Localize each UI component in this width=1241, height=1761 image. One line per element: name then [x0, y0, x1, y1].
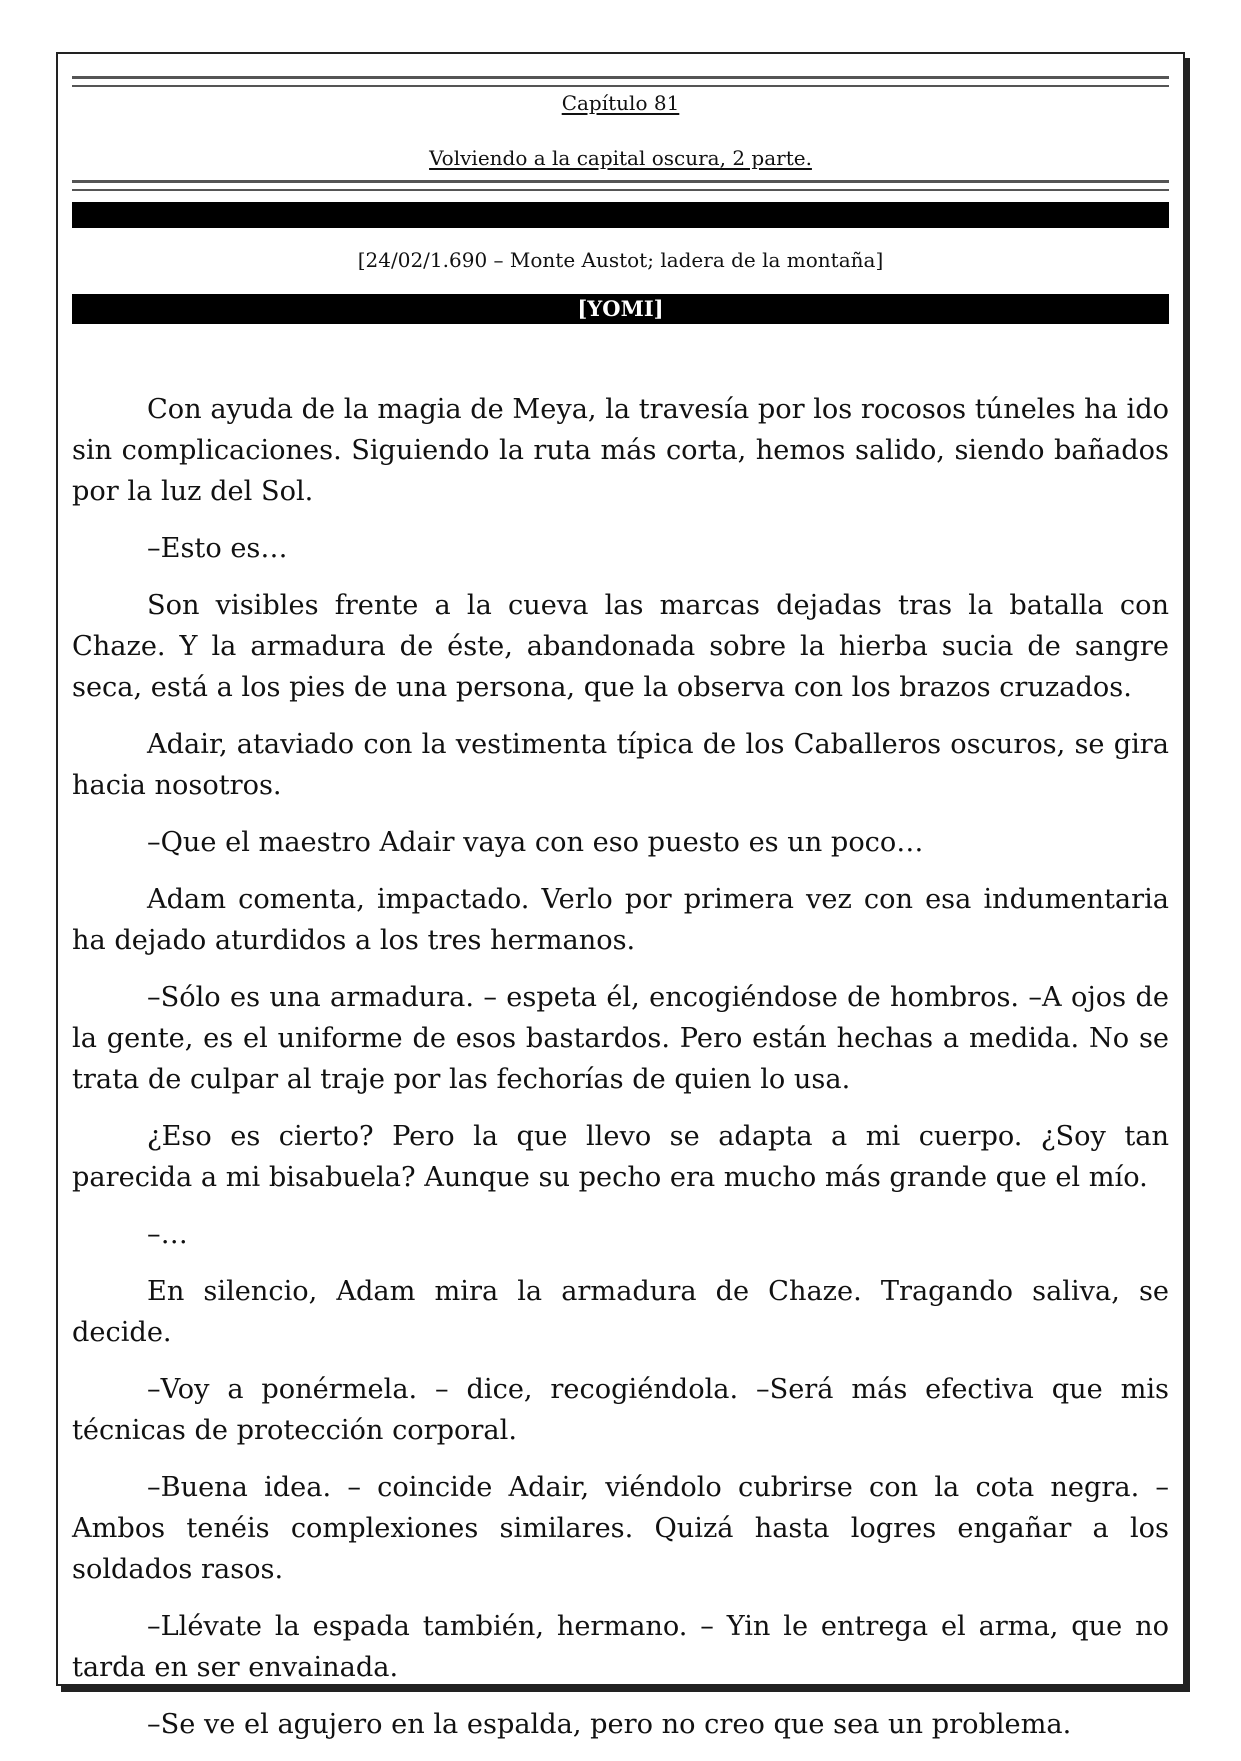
paragraph: –Llévate la espada también, hermano. – Yin le entrega el arma, que no tarda en ser envainada.: [72, 1611, 1169, 1683]
story-text: [72, 389, 1169, 1761]
header-top-rule: [72, 76, 1169, 87]
pov-label-bar: [72, 294, 1169, 324]
paragraph: –Que el maestro Adair vaya con eso puesto es un poco…: [147, 827, 924, 858]
paragraph: –…: [147, 1219, 188, 1250]
paragraph: Adair, ataviado con la vestimenta típica de los Caballeros oscuros, se gira hacia nosotros.: [72, 729, 1169, 801]
paragraph: –Voy a ponérmela. – dice, recogiéndola. –Será más efectiva que mis técnicas de protección corporal.: [72, 1374, 1169, 1446]
paragraph: Con ayuda de la magia de Meya, la travesía por los rocosos túneles ha ido sin complicaciones. Siguiendo la ruta más corta, hemos salido, siendo bañados por la luz del Sol.: [72, 394, 1170, 507]
paragraph: –Buena idea. – coincide Adair, viéndolo cubrirse con la cota negra. –Ambos tenéis complexiones similares. Quizá hasta logres engañar a los soldados rasos.: [72, 1472, 1169, 1585]
paragraph: Son visibles frente a la cueva las marcas dejadas tras la batalla con Chaze. Y la armadura de éste, abandonada sobre la hierba sucia de sangre seca, está a los pies de una persona, que la observa con los brazos cruzados.: [72, 590, 1169, 703]
header-bottom-rule: [72, 180, 1169, 191]
pov-label: [YOMI]: [577, 296, 664, 321]
paragraph: ¿Eso es cierto? Pero la que llevo se adapta a mi cuerpo. ¿Soy tan parecida a mi bisabuela? Aunque su pecho era mucho más grande que el mío.: [72, 1121, 1169, 1193]
paragraph: –Esto es…: [147, 533, 288, 564]
scene-header: [24/02/1.690 – Monte Austot; ladera de la montaña]: [357, 248, 884, 272]
page-content: [72, 54, 1170, 1740]
page-frame: [56, 52, 1185, 1740]
chapter-number: Capítulo 81: [561, 91, 680, 115]
chapter-title: Volviendo a la capital oscura, 2 parte.: [429, 146, 812, 170]
paragraph: Adam comenta, impactado. Verlo por primera vez con esa indumentaria ha dejado aturdidos a los tres hermanos.: [72, 884, 1169, 956]
section-divider-bar: [72, 202, 1169, 228]
paragraph: –Sólo es una armadura. – espeta él, encogiéndose de hombros. –A ojos de la gente, es el uniforme de esos bastardos. Pero están hechas a medida. No se trata de culpar al traje por las fechorías de quien lo usa.: [72, 982, 1169, 1095]
paragraph: En silencio, Adam mira la armadura de Chaze. Tragando saliva, se decide.: [72, 1276, 1169, 1348]
paragraph: –Se ve el agujero en la espalda, pero no creo que sea un problema.: [147, 1709, 1072, 1740]
